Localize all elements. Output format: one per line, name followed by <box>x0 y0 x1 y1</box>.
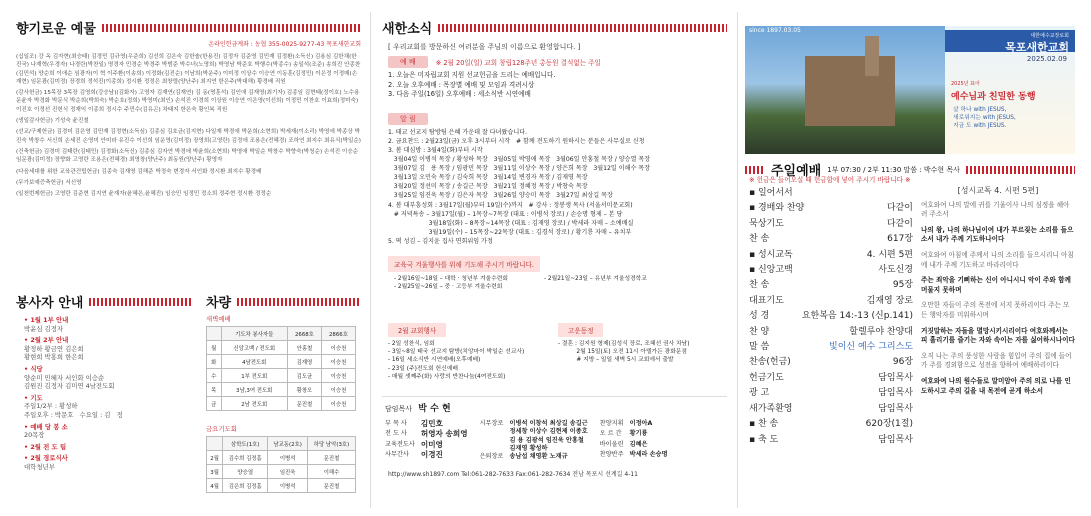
worship-order-row <box>749 294 925 309</box>
news-title: 새한소식 <box>382 22 433 37</box>
anniversary-note: ※ 2월 20일(일) 교회 창립128주년 총동원 결석없는 주일 <box>435 59 601 67</box>
table-row <box>207 465 356 479</box>
elders-names <box>506 420 590 453</box>
offering-paragraph: (감사헌금) 15목장 3목장 김영희(강승남)(김화자) 고영자 김재연(김재연) 김 동(명훈석) 김인애 김재영(최기자) 김종임 김현태(정이호) 노수용 문윤자 박경화 박문식 박순희(박희숙) 박순호(정희) 박영미(최인) 손석진 이경희 이상원 이승연 이은영(이선희) 이정민 이찬호 이효희(정미숙) 이진호 이정선 진헌식 정재익 이종희 정시수 주민수(김유곤) 차태지 한은숙 황인복 직원 <box>16 90 360 113</box>
table-header-cell <box>207 437 223 451</box>
order-item: 찬 송 <box>749 280 770 291</box>
announcement-item: 1. 태교 선교지 탐방팀 은혜 가운데 잘 다녀왔습니다. <box>388 128 528 136</box>
offering-paragraph: (선교/구제헌금) 김경미 김은영 김민재 김정현(소득심) 김종심 김호균(김지현) 다일재 박경애 박운희(소현희) 박세재(이소리) 박영애 박종상 박진숙 박창수 서신희 손세진 손영미 안미라 유진수 이선희 임운영(김미정) 장영희(고영란) 김정애 조용은(전혜경) 조하연 최지수 최유식(박일순) <box>16 129 361 144</box>
column-divider <box>370 12 371 508</box>
table-row <box>207 355 356 369</box>
header-stripe <box>89 298 191 306</box>
order-item: ▪ 축 도 <box>749 433 778 448</box>
table-header-cell <box>207 327 222 341</box>
announcement-item: 4. 봄 대부흥성회 : 3월17일(월)부터 19일(수)까지 # 강사 : 정봉생 목사 (서울서미문교회) <box>388 201 633 209</box>
staff-name: 이미영 <box>420 439 443 449</box>
table-cell: 이해수 <box>308 465 356 479</box>
order-item: 성 경 <box>749 311 770 322</box>
volunteer-role: • 2월 전 도 팀 <box>24 443 184 452</box>
theme-year: 2025년 표어 <box>951 81 980 87</box>
table-cell: 수 <box>207 369 222 383</box>
offerings-header <box>16 18 361 37</box>
header-stripe <box>438 24 727 32</box>
reading-verse: 여호와여 아침에 주께서 나의 소리를 들으시리니 아침에 내가 주께 기도하고 바라리이다 <box>921 250 1074 269</box>
staff-name: 허영자 송희영 <box>420 429 468 439</box>
reading-verse: 여호와여 나의 원수들로 말미암아 주의 의로 나를 인도하시고 주의 길을 내 목전에 곧게 하소서 <box>921 376 1071 395</box>
worship-order-row <box>749 186 925 201</box>
music-staff-row <box>597 430 671 440</box>
order-item: 새가족환영 <box>749 403 793 414</box>
order-leader: 95장 <box>892 280 913 291</box>
church-events <box>388 318 548 381</box>
condolence-item: - 결혼 : 김지원 형제(김성식 장로, 조혜선 권사 차남) <box>558 341 690 347</box>
church-events-list <box>388 340 548 381</box>
order-leader: 담임목사 <box>878 372 913 383</box>
order-leader: 담임목사 <box>878 403 913 414</box>
reading-verse: 거짓말하는 자들을 멸망시키시리이다 여호와께서는 피 흘리기를 즐기는 자와 속이는 자를 싫어하시나이다 <box>921 326 1075 345</box>
prayer-request-box: 교육국 겨울행사를 위해 기도해 주시기 바랍니다. <box>388 256 540 272</box>
senior-pastor-name: 박 수 현 <box>418 404 451 414</box>
order-leader: 96장 <box>892 357 913 368</box>
worship-column <box>745 0 1075 516</box>
music-staff-role: 오 르 간 <box>599 430 622 438</box>
church-tower <box>865 36 879 76</box>
church-building <box>805 56 895 126</box>
worship-order-row <box>749 201 925 216</box>
table-cell: 문진철 <box>287 397 321 411</box>
worship-order-row <box>749 340 925 355</box>
responsive-reading-text <box>921 201 1075 397</box>
offering-paragraph: (일천번제헌금) 고영란 김준현 김지연 윤재자(윤혜은,윤혜진) 임승민 임정민 정소희 정주현 정시환 정정순 <box>16 191 272 198</box>
table-cell: 목 <box>207 383 222 397</box>
order-item: ▪ 경배와 찬양 <box>749 201 804 216</box>
reading-verse: 주는 죄악을 기뻐하는 신이 아니시니 악이 주와 함께 머물지 못하며 <box>921 276 1071 294</box>
offerings-column <box>16 0 361 516</box>
order-item: 묵상기도 <box>749 218 784 229</box>
retired-names: 송남섭 채영환 노재규 <box>509 453 568 461</box>
condolence-section <box>558 318 726 365</box>
staff-role: 부 목 사 <box>385 420 407 427</box>
worship-order-row <box>749 232 925 247</box>
friday-car-table <box>206 436 356 493</box>
offerings-list <box>16 53 361 198</box>
offering-paragraph: (건축헌금) 김경미 김태란(김태민) 김정화(소득신) 김종심 김자연 박경애 박윤희(소현희) 박영애 박일순 박창수 박향숙(박청순) 손석진 이승순 임문광(김미정) 장향화 고영란 조용은(전혜경) 최영창(양난주) 최동원(양난주) 황영자 <box>16 148 359 164</box>
order-leader: 빛이신 예수 그리스도 <box>829 342 913 353</box>
music-staff-role: 찬양지휘 <box>599 420 624 427</box>
order-item: 대표기도 <box>749 295 784 306</box>
church-banner <box>745 26 1075 154</box>
order-leader: 620장(1절) <box>865 419 913 430</box>
staff-name: 이경진 <box>420 450 443 460</box>
elder-line: 이병석 이창석 최상길 송길근 <box>509 420 588 427</box>
staff-name: 김민호 <box>420 419 443 428</box>
responsive-reading <box>921 186 1075 402</box>
dawn-car-table <box>206 326 356 411</box>
senior-pastor <box>385 401 727 414</box>
table-cell: 양승열 <box>223 465 268 479</box>
announcement-list <box>388 128 727 246</box>
volunteer-role: • 식당 <box>24 365 184 374</box>
music-staff-role: 바이올린 <box>599 440 624 448</box>
music-staff-row <box>597 451 671 461</box>
table-row <box>207 397 356 411</box>
table-cell: 3남,3여 전도회 <box>221 383 287 397</box>
volunteer-item <box>24 443 184 452</box>
since-label: since 1897.03.05 <box>749 27 801 34</box>
music-staff-name: 황기룡 <box>629 430 648 438</box>
elders-label: 시무장로 <box>479 420 504 427</box>
worship-item: 2. 오늘 오후예배 : 목장별 예배 및 모임과 격려시상 <box>388 80 535 89</box>
offering-notice: ※ 헌금은 들어오실 때 헌금함에 넣어 주시기 바랍니다 ※ <box>749 176 911 184</box>
worship-order-row <box>749 386 925 401</box>
reading-verse: 나의 왕, 나의 하나님이여 내가 부르짖는 소리를 들으소서 내가 주께 기도하나이다 <box>921 225 1074 244</box>
denomination: 대한예수교장로회 <box>1030 33 1069 39</box>
order-leader: 할렐루야 찬양대 <box>849 326 913 337</box>
announcement-item: 3. 봄 대심방 : 3월4일(화)부터 시작 <box>388 146 483 154</box>
table-cell: 이병석 <box>268 451 308 465</box>
reading-verse: 오직 나는 주의 풍성한 사랑을 힘입어 주의 집에 들어가 주를 경외함으로 성전을 향하여 예배하리이다 <box>921 351 1072 370</box>
senior-pastor-label: 담임목사 <box>385 405 413 413</box>
worship-time: 1부 07:30 / 2부 11:30 말씀 : 박수현 목사 <box>827 165 960 174</box>
church-event: - 23일 (주)전도회 헌신예배 <box>388 365 458 372</box>
contact-footer: http://www.sh1897.com Tel:061-282-7633 Fax:061-282-7634 전남 목포시 선계길 4-11 <box>388 471 638 479</box>
banner-theme <box>945 26 1075 154</box>
worship-pill: 예 배 <box>388 56 428 68</box>
volunteer-item <box>24 365 184 391</box>
order-leader: 담임목사 <box>878 388 913 399</box>
table-cell: 김수희 김정흠 <box>223 451 268 465</box>
announcement-item: # 저녁특송 – 3월17일(월) – 1목장~7목장 (대표 : 이병석 장로) / 손승명 형제 – 본 당 <box>388 210 623 218</box>
elder-line: 김재영 황성하 <box>509 444 548 452</box>
table-header-cell: 삼학도(1호) <box>223 437 268 451</box>
announcement-item: 2. 금요찬드 : 2월23일(금) 오후 3시부터 시작 # 함께 전도하기 원하시는 분들은 사무실로 신청 <box>388 137 645 145</box>
worship-order-row <box>749 355 925 370</box>
offering-paragraph: (무가보예증축헌금) 서신영 <box>16 179 82 186</box>
condolence-pill: 고운동정 <box>558 323 603 337</box>
music-staff-name: 이정아A <box>629 420 653 427</box>
theme-main: 예수님과 친밀한 동행 <box>951 92 1036 102</box>
worship-order-row <box>749 325 925 340</box>
order-item: 찬송(헌금) <box>749 357 791 368</box>
table-cell: 황창오 <box>287 383 321 397</box>
staff-section <box>382 396 727 478</box>
table-row <box>207 451 356 465</box>
staff-row <box>382 451 471 461</box>
news-header <box>382 18 727 37</box>
table-cell: 이승천 <box>321 355 355 369</box>
volunteer-role: • 2월 경로식사 <box>24 454 184 463</box>
church-photo <box>745 26 945 154</box>
volunteer-names: 대학청년부 <box>24 462 55 471</box>
table-cell: 임진욱 <box>268 465 308 479</box>
table-cell: 3월 <box>207 465 223 479</box>
bulletin-date: 2025.02.09 <box>1026 55 1067 63</box>
table-cell: 화 <box>207 355 222 369</box>
order-leader: 다같이 <box>886 218 913 229</box>
order-leader: 4. 시편 5편 <box>866 249 913 260</box>
staff-role: 전 도 사 <box>385 430 407 438</box>
announcement-item: 3월18일(화) – 8목장~14목장 (대표 : 김재영 장로) / 박세라 자매 – 소예배실 <box>388 219 634 227</box>
staff-table <box>382 420 471 461</box>
header-stripe <box>237 298 361 306</box>
education-event: - 2월21일~23일 – 유년부 겨울성경학교 <box>544 276 647 282</box>
order-leader: 사도신경 <box>878 265 913 276</box>
theme-sub: 살 하나 with JESUS, 새로워지는 with JESUS, 지금 도 with JESUS. <box>953 107 1016 129</box>
music-staff-role: 찬양반주 <box>599 451 624 459</box>
announcement-item: 3월25일 임진욱 목장 / 김은자 목장 3월26일 양승미 목장 3월27일 최상길 목장 <box>388 192 613 200</box>
announcement-item: 3월07일 김 용 목장 / 임광민 목장 3월11일 이상수 목장 / 양은희 목장 3월12일 이해수 목장 <box>388 165 651 173</box>
header-stripe <box>966 166 1075 174</box>
volunteer-item <box>24 454 184 471</box>
table-cell: 4월 <box>207 479 223 493</box>
volunteer-item <box>24 336 184 362</box>
table-header-cell: 하당 남악(3호) <box>308 437 356 451</box>
volunteer-role: • 1월 1부 안내 <box>24 316 184 325</box>
order-leader: 다같이 <box>886 203 913 214</box>
order-item: ▪ 신앙고백 <box>749 263 793 278</box>
friday-prayer-label: 금요기도회 <box>206 425 237 433</box>
worship-list <box>388 71 727 100</box>
table-header-cell: 2866호 <box>321 327 355 341</box>
worship-order-row <box>749 263 925 278</box>
table-cell: 문진철 <box>308 479 356 493</box>
volunteer-names: 양순미 민혜자 서인화 이승순 김원진 김정자 김미연 4남전도회 <box>24 373 115 391</box>
education-event: - 2월16일~18일 – 대학 · 청년부 겨울수련회 <box>394 276 508 282</box>
table-cell: 이승천 <box>321 397 355 411</box>
table-cell: 문진철 <box>308 451 356 465</box>
volunteer-role: • 2월 2부 안내 <box>24 336 184 345</box>
table-cell: 신앙고백 / 전도회 <box>221 341 287 355</box>
car-header <box>206 292 361 311</box>
order-item: 말 씀 <box>749 342 770 353</box>
announcement-item: 3월04일 이병석 목장 / 황성하 목장 3월05일 박영애 목장 3월06일 안홍철 목장 / 양승열 목장 <box>388 156 651 164</box>
condolence-item: # 지방 – 일일 새벽 5시 교회에서 출발 <box>558 357 674 364</box>
offering-paragraph: (십일조) 강 옥 김자현(최승태) 김경민 김규영(우준희) 김선희 김은숙 김한솔(한용진) 김정자 김준영 김민재 김정환(소득신) 김용심 김한채(한진국) 나재혁(우경자) 나경란(박찬일) 명경자 민경순 박경주 박범준 박수녀(노영희) 박영남 박준호 박행수(박종수) 송일석(조준) 송희진 안종찬(김민석) 양순희 이애순 임광자(이 혁 이주환(이송희) 이정화(김진순) 이남희(박운주) 이미정 이상수 이승연 이동훈(김정민) 이은정 이정매(손재현) 임문광(김미정) 장경희 정석진(이종희) 정시환 정정은 최창렬(양난주) 최지연 한은주(박대해) 황경배 직원 <box>16 54 361 85</box>
staff-role: 교육전도사 <box>385 440 415 448</box>
volunteer-names: 박윤심 김정자 <box>24 324 64 333</box>
worship-item: 1. 오늘은 미자립교회 지원 선교헌금을 드리는 예배입니다. <box>388 71 556 79</box>
reading-verse: 오만한 자들이 주의 목전에 서지 못하리이다 주는 모든 행악자를 미워하시며 <box>921 301 1070 319</box>
table-cell: 이승천 <box>321 341 355 355</box>
announcement-item: 5. 떡 성김 – 김지윤 집사 면회위임 가정 <box>388 237 493 245</box>
table-cell: 이병석 <box>268 479 308 493</box>
music-staff-table <box>597 420 671 461</box>
offering-paragraph: (다음세대를 위한 교육관건립헌금) 김종숙 김재영 김해준 박정숙 변경자 서인화 정시환 최지수 황경배 <box>16 168 262 175</box>
table-cell: 이승천 <box>321 369 355 383</box>
table-cell: 김재영 <box>287 355 321 369</box>
music-staff-name: 박세라 손승명 <box>629 451 668 459</box>
table-cell: 1부 전도회 <box>221 369 287 383</box>
order-leader: 요한복음 14:-13 (신p.141) <box>801 311 913 322</box>
order-item: ▪ 찬 송 <box>749 417 778 432</box>
volunteer-item <box>24 316 184 333</box>
sunday-worship-title: 주일예배 <box>771 164 822 179</box>
column-divider <box>737 12 738 508</box>
worship-order-row <box>749 433 925 448</box>
table-row <box>207 383 356 397</box>
table-header-cell: 남교동(2호) <box>268 437 308 451</box>
header-stripe <box>102 24 361 32</box>
announcement-item: 3월19일(수) – 15목장~22목장 (대표 : 김경석 장로) / 황기룡 자매 – 유치부 <box>388 228 632 236</box>
condolence-item: 2월 15일(토) 오전 11시 아델가든 광화문점 <box>558 349 688 356</box>
worship-item: 3. 다음 주일(16일) 오후예배 : 세소식반 시연예배 <box>388 90 531 99</box>
car-title: 차량 <box>206 296 232 311</box>
table-row <box>207 479 356 493</box>
table-cell: 월 <box>207 341 222 355</box>
table-header-row <box>207 437 356 451</box>
welcome-text: [ 우리교회를 방문하신 여러분을 주님의 이름으로 환영합니다. ] <box>388 43 581 51</box>
church-events-pill: 2월 교회행사 <box>388 323 446 337</box>
volunteer-title: 봉사자 안내 <box>16 296 84 311</box>
table-row <box>207 369 356 383</box>
church-event: - 2일 성찬식, 임회 <box>388 341 435 347</box>
table-header-cell: 2668호 <box>287 327 321 341</box>
worship-order <box>749 186 925 448</box>
table-header-row <box>207 327 356 341</box>
table-cell: 이승천 <box>321 383 355 397</box>
table-cell: 4남전도회 <box>221 355 287 369</box>
table-cell: 금 <box>207 397 222 411</box>
announcement-item: 3월13일 오민숙 목장 / 김숙희 목장 3월14일 변경자 목장 / 김재영 목장 <box>388 174 588 182</box>
volunteer-role: • 예배 당 봉 소 <box>24 423 184 432</box>
music-staff-name: 김혜은 <box>629 440 648 448</box>
worship-notice <box>388 56 727 68</box>
order-item: ▪ 일어서서 <box>749 186 793 201</box>
announcement-pill: 알 림 <box>388 113 428 125</box>
music-staff-row <box>597 441 671 451</box>
worship-order-row <box>749 402 925 417</box>
dawn-service-label: 새벽예배 <box>206 315 231 323</box>
order-item: 광 고 <box>749 388 770 399</box>
volunteer-names: 20목장 <box>24 431 45 440</box>
elders-table <box>477 420 591 461</box>
order-leader: 담임목사 <box>878 434 913 445</box>
church-name-bar <box>945 30 1075 52</box>
bank-account: 온라인헌금계좌 : 농협 355-0025-9277-43 목포새한교회 <box>208 41 361 48</box>
offering-paragraph: (생일감사헌금) 기성숙 윤진철 <box>16 118 89 125</box>
staff-grid <box>382 420 727 461</box>
condolence-list <box>558 340 726 365</box>
order-leader: 617장 <box>887 234 913 245</box>
church-event: - 3일~8일 태국 선교지 탐방(치앙마이 박일순 선교사) <box>388 349 525 356</box>
table-cell: 김은희 김정흠 <box>223 479 268 493</box>
worship-order-row <box>749 309 925 324</box>
elder-line: 김 용 김광석 임진욱 안홍철 <box>509 436 584 444</box>
worship-order-row <box>749 371 925 386</box>
table-header-cell: 기도차 봉사자들 <box>221 327 287 341</box>
order-item: 헌금기도 <box>749 372 784 383</box>
announcement-item: 3월20일 정선미 목장 / 송길근 목장 3월21일 정혜정 목장 / 박창숙 목장 <box>388 183 588 191</box>
worship-order-row <box>749 248 925 263</box>
table-cell: 안홍철 <box>287 341 321 355</box>
education-event: - 2월25일~26일 – 중 · 고등부 겨울수련회 <box>394 284 503 291</box>
church-event: - 16일 세소식반 시연예배(오후예배) <box>388 357 481 364</box>
volunteer-item <box>24 394 184 420</box>
offerings-title: 향기로운 예물 <box>16 22 96 37</box>
volunteer-item <box>24 423 184 440</box>
staff-role: 사무간사 <box>385 451 409 459</box>
volunteer-list <box>24 316 184 475</box>
elder-line: 정세창 이상수 김현제 이종호 <box>509 428 588 436</box>
header-stripe <box>745 166 765 174</box>
church-event: - 매월 셋째주(화) 사랑의 반찬나눔(4여전도회) <box>388 373 506 380</box>
order-item: ▪ 성시교독 <box>749 248 793 263</box>
music-staff-row <box>597 420 671 430</box>
volunteer-role: • 기도 <box>24 394 184 403</box>
worship-order-row <box>749 217 925 232</box>
education-events <box>394 275 727 291</box>
church-name: 목포새한교회 <box>1005 41 1069 54</box>
worship-order-row <box>749 417 925 432</box>
volunteer-names: 황정하 황금연 김은희 황현희 박홍희 한은희 <box>24 344 84 362</box>
table-cell: 2남 전도회 <box>221 397 287 411</box>
order-item: 찬 양 <box>749 326 770 337</box>
responsive-reading-title: [성시교독 4. 시편 5편] <box>957 186 1039 195</box>
order-leader: 김재영 장로 <box>866 295 913 306</box>
volunteer-header <box>16 292 191 311</box>
reading-verse: 여호와여 나의 말에 귀를 기울이사 나의 심정을 헤아려 주소서 <box>921 200 1070 219</box>
volunteer-names: 주일1/2부 : 황성하 주일오후 : 박문호 수요일 : 김 정 <box>24 402 123 419</box>
retired-label: 은퇴장로 <box>479 453 504 461</box>
table-cell: 김도균 <box>287 369 321 383</box>
news-column <box>382 0 727 516</box>
table-cell: 2월 <box>207 451 223 465</box>
order-item: 찬 송 <box>749 234 770 245</box>
table-row <box>207 341 356 355</box>
worship-order-row <box>749 278 925 293</box>
